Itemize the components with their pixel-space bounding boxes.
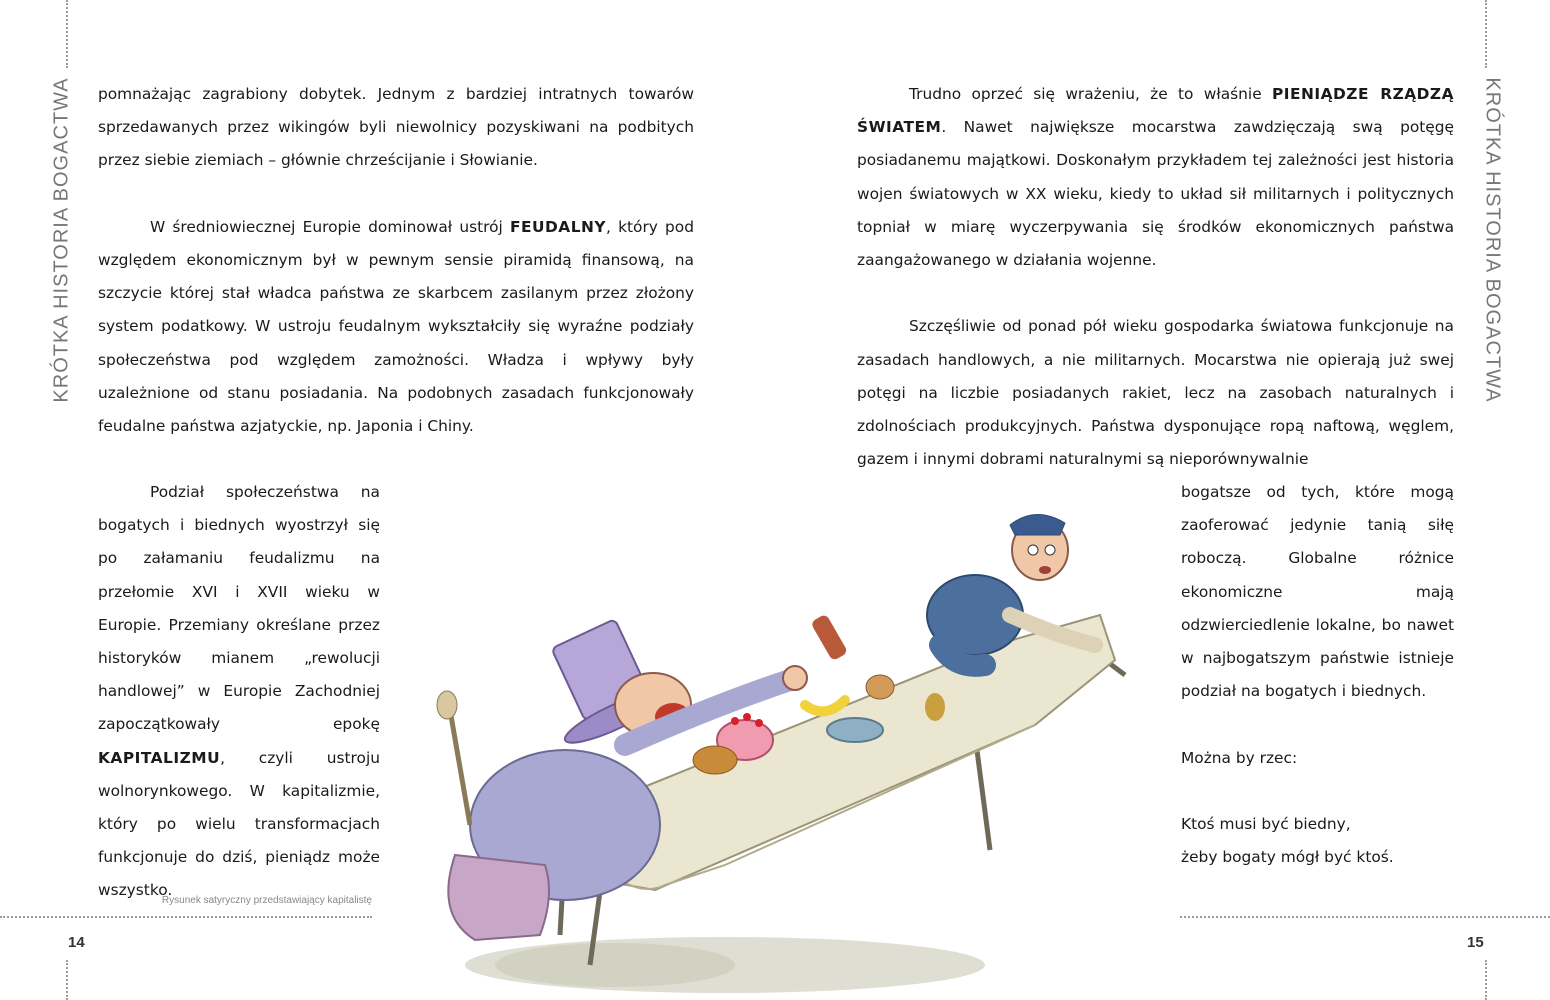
left-paragraph-2-text-a: W średniowiecznej Europie dominował ustrój xyxy=(150,217,510,236)
left-paragraph-3 xyxy=(98,476,380,908)
left-paragraph-3-text-c: , czyli ustroju wolnorynkowego. W kapitalizmie, który po wielu transformacjach funkcjonuje do dziś, pieniądz może wszystko. xyxy=(98,748,380,900)
right-page-number: 15 xyxy=(1467,934,1484,951)
left-narrow-column xyxy=(98,476,380,908)
right-paragraph-1-text-a: Trudno oprzeć się wrażeniu, że to właśnie xyxy=(909,85,1272,103)
pieniadze-rzadza-swiatem-keyword: PIENIĄDZE RZĄDZĄ ŚWIATEM xyxy=(857,85,1454,137)
quote-line-2: żeby bogaty mógł być ktoś. xyxy=(1181,848,1394,867)
left-paragraph-3-text-a: Podział społeczeństwa na bogatych i biednych wyostrzył się po załamaniu feudalizmu na przełomie XVI i XVII wieku w Europie. Przemiany określane przez historyków mianem „rewolucji handlowej” w Europie Zachodniej zapoczątkowały epokę xyxy=(98,483,380,734)
left-running-title: KRÓTKA HISTORIA BOGACTWA xyxy=(50,77,73,403)
right-footer-dotted-line xyxy=(1180,916,1550,918)
satirical-illustration xyxy=(395,495,1175,1000)
right-paragraph-2: Szczęśliwie od ponad pół wieku gospodarka światowa funkcjonuje na zasadach handlowych, a nie militarnych. Mocarstwa nie opierają już swej potęgi na liczbie posiadanych rakiet, lecz na zasobach naturalnych i zdolnościach produkcyjnych. Państwa dysponujące ropą naftową, węglem, gazem i innymi dobrami naturalnymi są nieporównywalnie xyxy=(857,317,1454,469)
left-paragraph-2 xyxy=(98,211,694,443)
quote-line-1: Ktoś musi być biedny, xyxy=(1181,815,1351,833)
left-paragraph-1: pomnażając zagrabiony dobytek. Jednym z bardziej intratnych towarów sprzedawanych przez wikingów byli niewolnicy pozyskiwani na podbitych przez siebie ziemiach – głównie chrześcijanie i Słowianie. xyxy=(98,85,694,170)
right-top-dotted-line xyxy=(1485,0,1487,68)
left-text-column xyxy=(98,78,694,443)
left-top-dotted-line xyxy=(66,0,68,68)
right-paragraph-1-text-c: . Nawet największe mocarstwa zawdzięczają swą potęgę posiadanemu majątkowi. Doskonałym przykładem tej zależności jest historia wojen światowych w XX wieku, kiedy to układ sił militarnych i politycznych topniał w miarę wyczerpywania się środków ekonomicznych państwa zaangażowanego w działania wojenne. xyxy=(857,118,1454,270)
right-bottom-dotted-line xyxy=(1485,960,1487,1000)
kapitalizmu-keyword: KAPITALIZMU xyxy=(98,748,221,767)
right-text-column xyxy=(857,78,1454,476)
left-page-number: 14 xyxy=(68,934,85,951)
right-narrow-column xyxy=(1181,476,1454,874)
left-paragraph-2-text-c: , który pod względem ekonomicznym był w pewnym sensie piramidą finansową, na szczycie której stał władca państwa ze skarbcem zasilanym przez złożony system podatkowy. W ustroju feudalnym wykształciły się wyraźne podziały społeczeństwa pod względem zamożności. Władza i wpływy były uzależnione od stanu posiadania. Na podobnych zasadach funkcjonowały feudalne państwa azjatyckie, np. Japonia i Chiny. xyxy=(98,217,694,436)
right-paragraph-1 xyxy=(857,78,1454,277)
left-bottom-dotted-line xyxy=(66,960,68,1000)
right-paragraph-3: bogatsze od tych, które mogą zaoferować jedynie tanią siłę roboczą. Globalne różnice ekonomiczne mają odzwierciedlenie lokalne, bo nawet w najbogatszym państwie istnieje podział na bogatych i biednych. xyxy=(1181,483,1454,701)
right-running-title: KRÓTKA HISTORIA BOGACTWA xyxy=(1481,77,1504,403)
left-footer-dotted-line xyxy=(0,916,372,918)
right-paragraph-4: Można by rzec: xyxy=(1181,748,1298,767)
feudalny-keyword: FEUDALNY xyxy=(509,217,607,236)
illustration-caption: Rysunek satyryczny przedstawiający kapitalistę xyxy=(161,895,372,906)
